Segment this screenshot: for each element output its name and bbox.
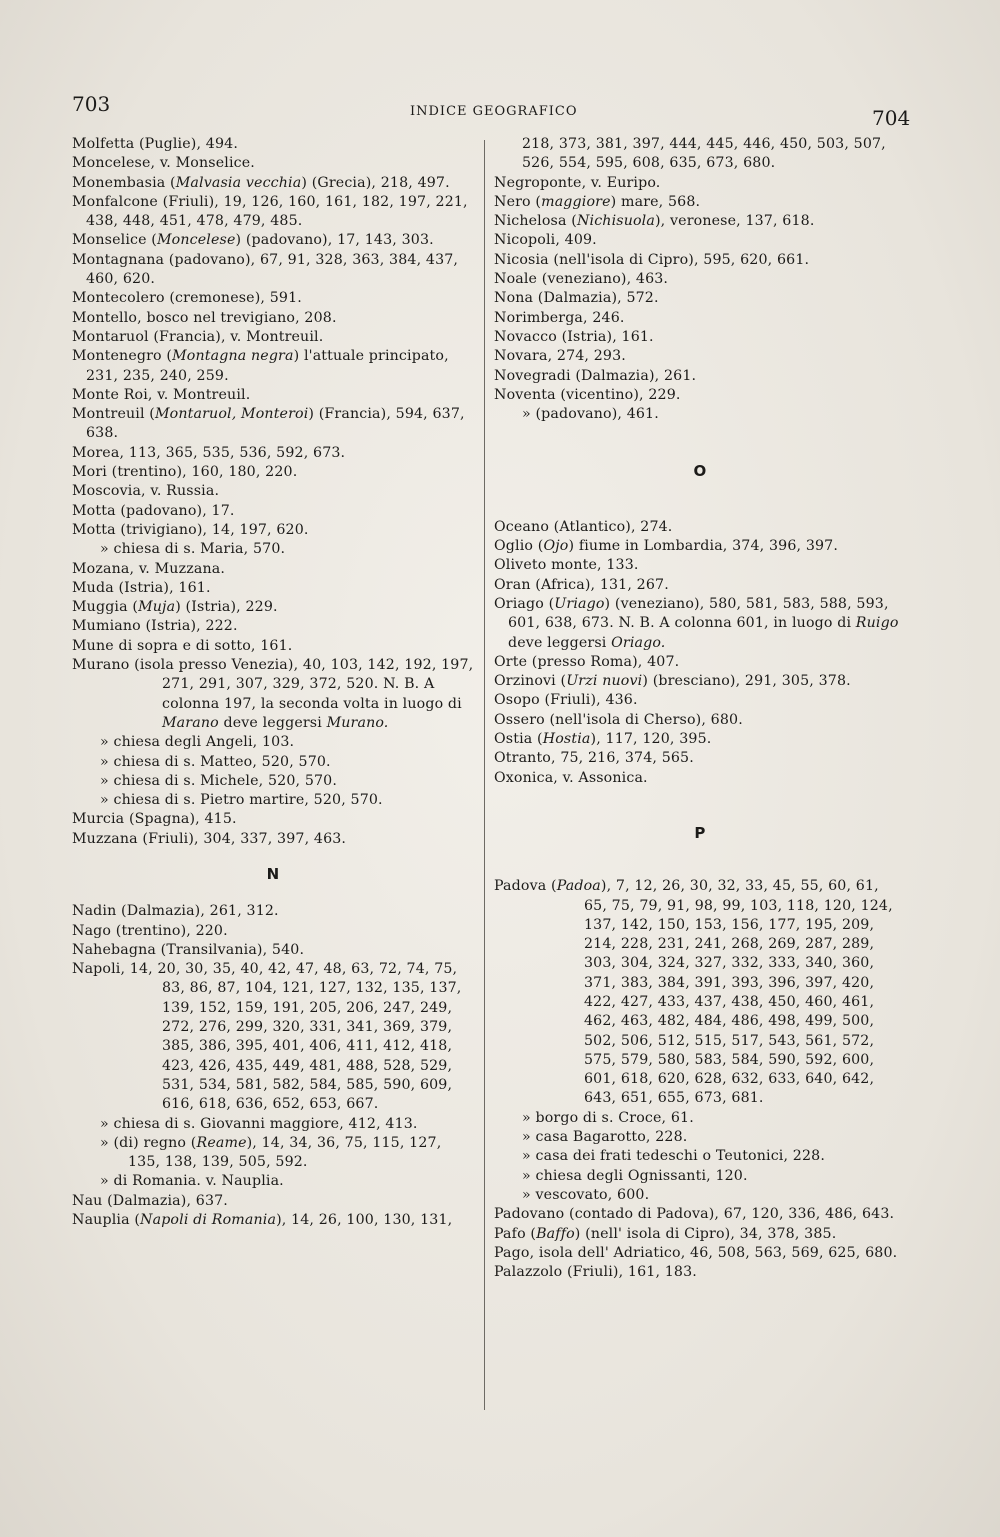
section-letter-o: O — [693, 462, 707, 481]
index-entry: Oran (Africa), 131, 267. — [494, 576, 669, 593]
index-entry: Monfalcone (Friuli), 19, 126, 160, 161, 182, 197, 221, 438, 448, 451, 478, 479, 485. — [72, 193, 468, 230]
index-entry: Monselice (Moncelese) (padovano), 17, 143, 303. — [72, 232, 434, 249]
index-entry: Mumiano (Istria), 222. — [72, 618, 238, 635]
column-divider — [484, 140, 485, 1410]
index-entry: Montenegro (Montagna negra) l'attuale principato, 231, 235, 240, 259. — [72, 348, 449, 384]
index-entry: Muda (Istria), 161. — [72, 579, 211, 596]
index-entry: Padova (Padoa), 7, 12, 26, 30, 32, 33, 45, 55, 60, 61, — [494, 878, 879, 895]
index-entry: Moscovia, v. Russia. — [72, 483, 220, 500]
running-title: INDICE GEOGRAFICO — [410, 104, 578, 119]
page-number-left: 703 — [72, 92, 111, 116]
index-entry: Pafo (Baffo) (nell' isola di Cipro), 34, 378, 385. — [494, 1225, 837, 1242]
section-letter-n: N — [266, 864, 280, 883]
index-entry: Murcia (Spagna), 415. — [72, 811, 237, 828]
index-entry: Montreuil (Montaruol, Monteroi) (Francia), 594, 637, 638. — [72, 406, 465, 442]
index-entry: Oxonica, v. Assonica. — [494, 769, 648, 786]
index-entry: Oglio (Ojo) fiume in Lombardia, 374, 396, 397. — [494, 538, 839, 555]
index-entry: Nicosia (nell'isola di Cipro), 595, 620, 661. — [494, 251, 810, 268]
index-entry: Oliveto monte, 133. — [494, 557, 639, 574]
index-entry: Motta (trivigiano), 14, 197, 620. — [72, 521, 309, 538]
left-column — [72, 135, 474, 1230]
index-subentry: » chiesa di s. Matteo, 520, 570. — [100, 753, 331, 770]
index-subentry: » chiesa degli Angeli, 103. — [100, 734, 295, 751]
index-entry: Montagnana (padovano), 67, 91, 328, 363, 384, 437, 460, 620. — [72, 251, 459, 288]
index-entry: Orte (presso Roma), 407. — [494, 653, 680, 670]
index-entry: Mori (trentino), 160, 180, 220. — [72, 464, 298, 481]
index-subentry: » chiesa di s. Maria, 570. — [100, 541, 286, 558]
index-entry: Norimberga, 246. — [494, 309, 625, 326]
index-entry: Palazzolo (Friuli), 161, 183. — [494, 1264, 697, 1281]
index-entry: Nero (maggiore) mare, 568. — [494, 193, 701, 210]
index-entry: Mune di sopra e di sotto, 161. — [72, 637, 293, 654]
index-entry: Nadin (Dalmazia), 261, 312. — [72, 903, 279, 920]
index-entry: Osopo (Friuli), 436. — [494, 692, 638, 709]
index-entry: Morea, 113, 365, 535, 536, 592, 673. — [72, 444, 346, 461]
index-entry: Ossero (nell'isola di Cherso), 680. — [494, 711, 743, 728]
index-entry: Napoli, 14, 20, 30, 35, 40, 42, 47, 48, 63, 72, 74, 75, — [72, 961, 458, 978]
index-entry: Muzzana (Friuli), 304, 337, 397, 463. — [72, 830, 347, 847]
index-entry: Ostia (Hostia), 117, 120, 395. — [494, 731, 712, 748]
index-entry: Montello, bosco nel trevigiano, 208. — [72, 309, 337, 326]
index-entry: Novegradi (Dalmazia), 261. — [494, 367, 697, 384]
index-entry-continuation: 271, 291, 307, 329, 372, 520. N. B. A colonna 197, la seconda volta in luogo di — [162, 676, 462, 712]
index-entry: Oceano (Atlantico), 274. — [494, 518, 673, 535]
index-subentry: » (di) regno (Reame), 14, 34, 36, 75, 115, 127, 135, 138, 139, 505, 592. — [100, 1134, 442, 1171]
index-entry: Monte Roi, v. Montreuil. — [72, 386, 251, 403]
index-entry: Montecolero (cremonese), 591. — [72, 290, 302, 307]
index-entry: Novara, 274, 293. — [494, 348, 626, 365]
index-entry: Nauplia (Napoli di Romania), 14, 26, 100, 130, 131, — [72, 1212, 453, 1229]
index-entry: Monembasia (Malvasia vecchia) (Grecia), 218, 497. — [72, 174, 450, 191]
index-entry: Mozana, v. Muzzana. — [72, 560, 225, 577]
index-entry: Negroponte, v. Euripo. — [494, 174, 661, 191]
index-entry: Moncelese, v. Monselice. — [72, 155, 255, 172]
index-entry: Nona (Dalmazia), 572. — [494, 290, 659, 307]
index-subentry: » casa Bagarotto, 228. — [522, 1129, 688, 1146]
index-entry-continuation: Marano deve leggersi Murano. — [162, 714, 389, 731]
index-subentry: » chiesa di s. Giovanni maggiore, 412, 413. — [100, 1115, 418, 1132]
page-number-right: 704 — [872, 106, 911, 130]
index-subentry: » vescovato, 600. — [522, 1186, 650, 1203]
index-entry: Nahebagna (Transilvania), 540. — [72, 941, 305, 958]
index-entry: Padovano (contado di Padova), 67, 120, 336, 486, 643. — [494, 1206, 895, 1223]
section-letter-p: P — [694, 823, 706, 842]
index-entry: Molfetta (Puglie), 494. — [72, 136, 238, 152]
index-entry: Nau (Dalmazia), 637. — [72, 1192, 228, 1209]
index-entry-continuation: 83, 86, 87, 104, 121, 127, 132, 135, 137, 139, 152, 159, 191, 205, 206, 247, 249, 272, 276, 299, 320, 331, 341, 369, 379, 385, 386, 395, 401, 406, 411, 412, 418, 423, 426, 435, 449, 481, 488, 528, 529, 531, 534, 581, 582, 584, 585, 590, 609, 616, 618, 636, 652, 653, 667. — [162, 980, 462, 1113]
right-column — [494, 135, 906, 1282]
index-entry: Murano (isola presso Venezia), 40, 103, 142, 192, 197, — [72, 657, 474, 674]
index-entry: Nichelosa (Nichisuola), veronese, 137, 618. — [494, 213, 815, 230]
index-entry-continuation: 65, 75, 79, 91, 98, 99, 103, 118, 120, 124, 137, 142, 150, 153, 156, 177, 195, 209, 214, 228, 231, 241, 268, 269, 287, 289, 303, 304, 324, 327, 332, 333, 340, 360, 371, 383, 384, 391, 393, 396, 397, 420, 422, 427, 433, 437, 438, 450, 460, 461, 462, 463, 482, 484, 486, 498, 499, 500, 502, 506, 512, 515, 517, 543, 561, 572, 575, 579, 580, 583, 584, 590, 592, 600, 601, 618, 620, 628, 632, 633, 640, 642, 643, 651, 655, 673, 681. — [584, 897, 893, 1107]
index-subentry: » chiesa degli Ognissanti, 120. — [522, 1167, 748, 1184]
page-header — [0, 92, 1000, 132]
index-subentry: » chiesa di s. Pietro martire, 520, 570. — [100, 792, 383, 809]
index-entry: Pago, isola dell' Adriatico, 46, 508, 563, 569, 625, 680. — [494, 1244, 898, 1261]
index-entry: Orzinovi (Urzi nuovi) (bresciano), 291, 305, 378. — [494, 673, 851, 690]
index-entry: Nago (trentino), 220. — [72, 922, 228, 939]
index-entry: Motta (padovano), 17. — [72, 502, 235, 519]
index-entry-continuation: 218, 373, 381, 397, 444, 445, 446, 450, 503, 507, 526, 554, 595, 608, 635, 673, 680. — [522, 136, 886, 172]
index-subentry: » di Romania. v. Nauplia. — [100, 1173, 284, 1190]
index-entry: Noventa (vicentino), 229. — [494, 386, 681, 403]
index-entry: Oriago (Uriago) (veneziano), 580, 581, 583, 588, 593, 601, 638, 673. N. B. A colonna 601, in luogo di Ruigo deve leggersi Oriago. — [494, 595, 899, 651]
index-subentry: » casa dei frati tedeschi o Teutonici, 228. — [522, 1148, 826, 1165]
index-entry: Otranto, 75, 216, 374, 565. — [494, 750, 694, 767]
index-subentry: » chiesa di s. Michele, 520, 570. — [100, 772, 338, 789]
index-entry: Noale (veneziano), 463. — [494, 271, 669, 288]
index-entry: Novacco (Istria), 161. — [494, 328, 654, 345]
index-entry: Muggia (Muja) (Istria), 229. — [72, 599, 278, 616]
index-subentry: » borgo di s. Croce, 61. — [522, 1109, 694, 1126]
index-entry: Nicopoli, 409. — [494, 232, 597, 249]
index-subentry: » (padovano), 461. — [522, 406, 659, 423]
index-entry: Montaruol (Francia), v. Montreuil. — [72, 328, 324, 345]
